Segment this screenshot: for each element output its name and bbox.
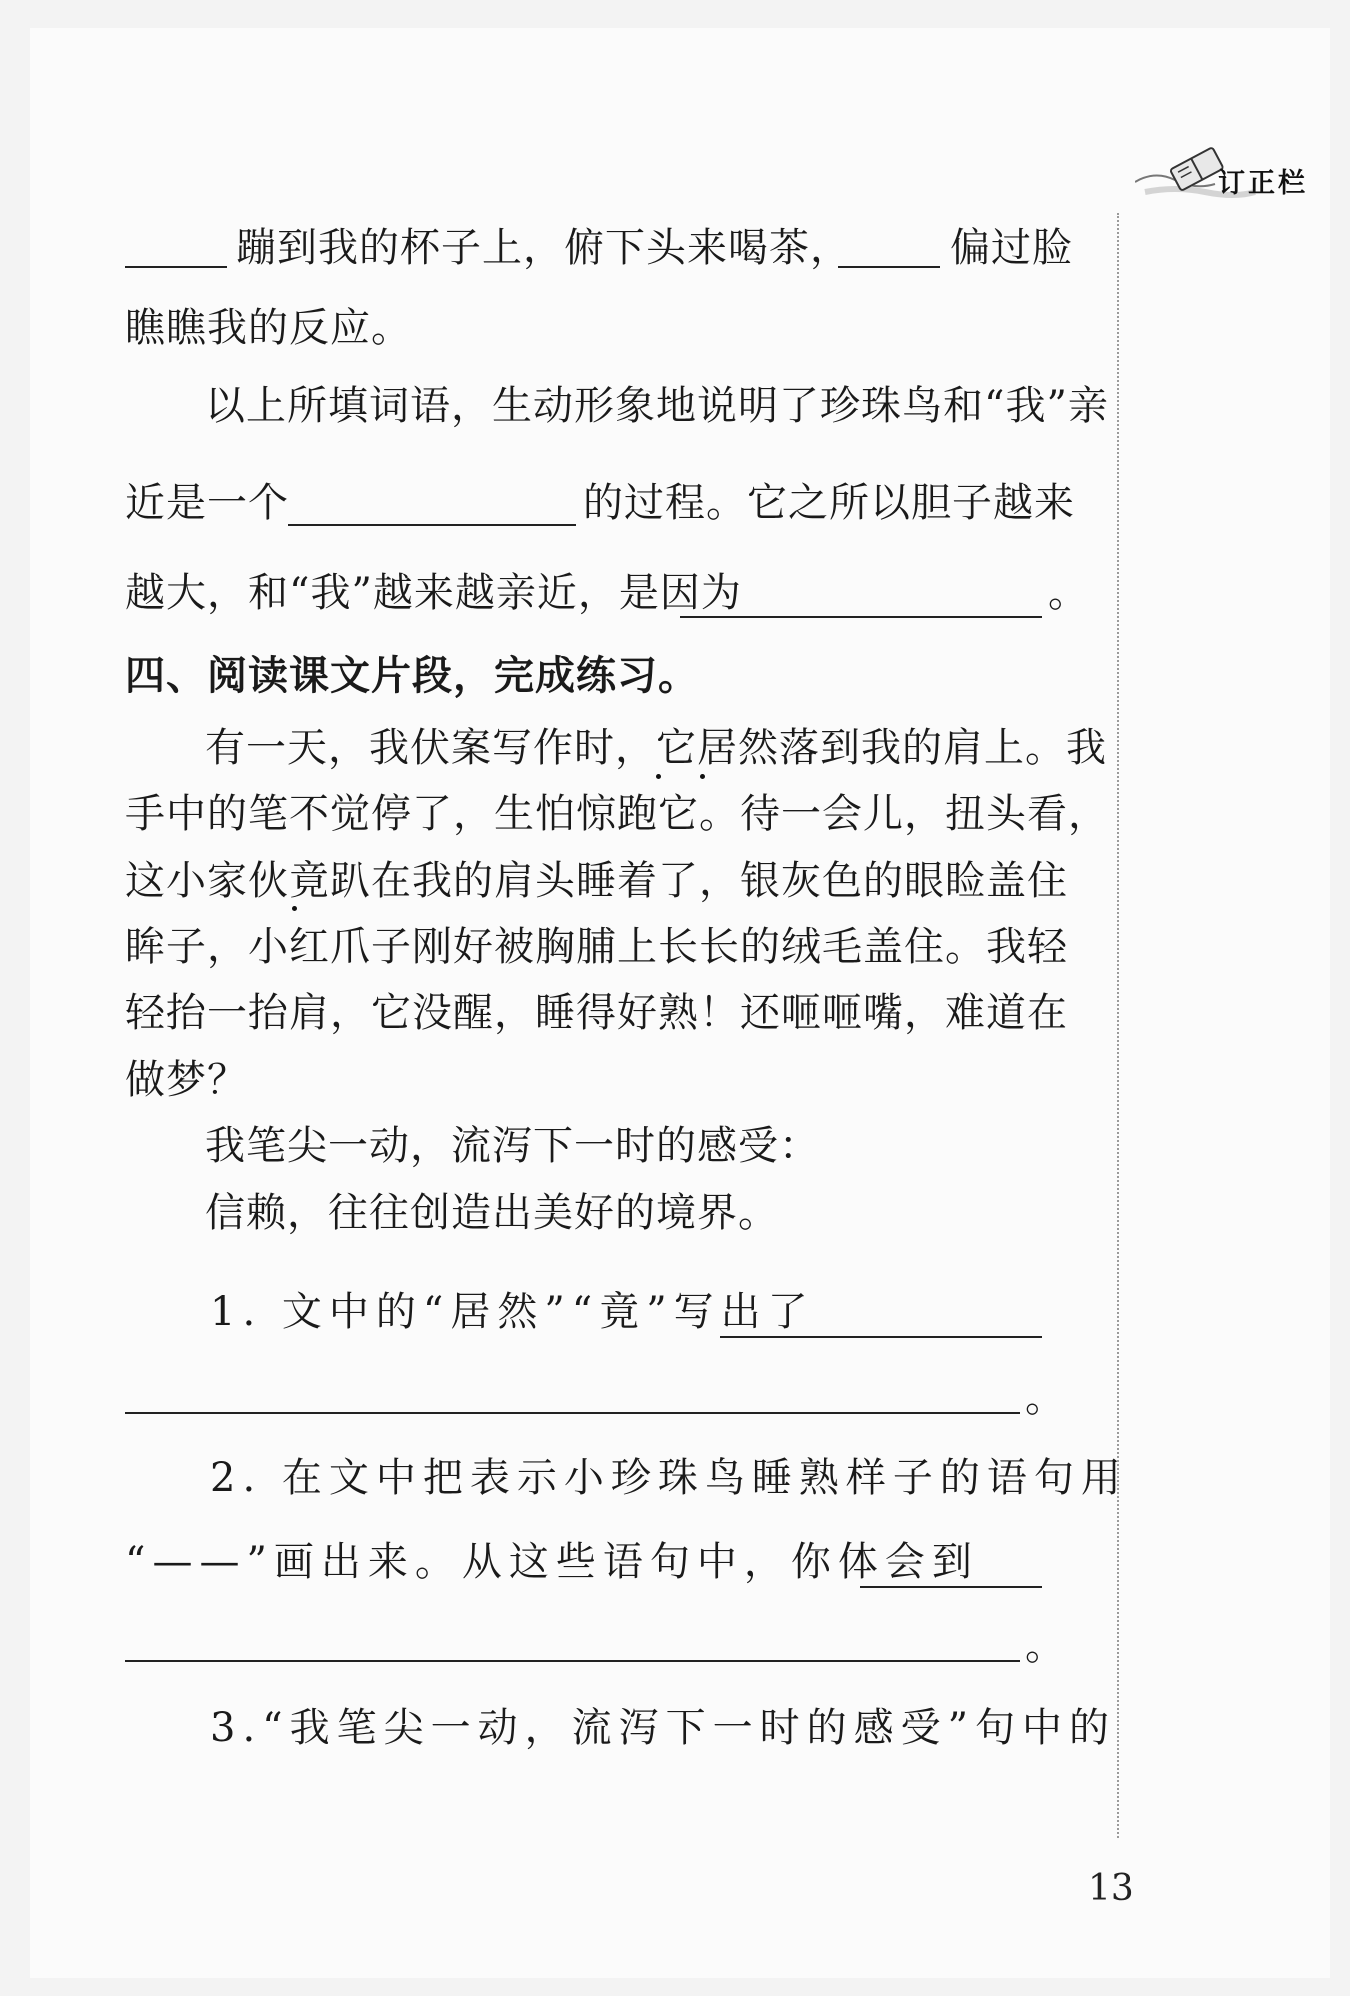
passage-line-8: 信赖，往往创造出美好的境界。 — [205, 1190, 779, 1236]
passage-line-1: 有一天，我伏案写作时，它居然落到我的肩上。我 — [205, 725, 1107, 771]
question-1-end: 。 — [1025, 1375, 1066, 1421]
fill-line-1: 蹦到我的杯子上，俯下头来喝茶， — [236, 225, 851, 271]
answer-blank-q1a[interactable] — [720, 1336, 1042, 1338]
question-3: 3.“我笔尖一动，流泻下一时的感受”句中的 — [210, 1705, 1117, 1751]
fill-line-2: 瞧瞧我的反应。 — [125, 305, 412, 351]
question-2-line-2: “——”画出来。从这些语句中，你体会到 — [125, 1539, 979, 1585]
answer-blank-3[interactable] — [288, 524, 576, 526]
emphasis-dot — [700, 774, 705, 779]
passage-line-2: 手中的笔不觉停了，生怕惊跑它。待一会儿，扭头看， — [125, 791, 1109, 837]
fill-line-1-end: 偏过脸 — [950, 225, 1073, 271]
page-number: 13 — [1088, 1868, 1134, 1909]
answer-blank-q2a[interactable] — [860, 1586, 1042, 1588]
question-2-line-1: 2. 在文中把表示小珍珠鸟睡熟样子的语句用 — [210, 1455, 1128, 1501]
fill-line-4-end: 的过程。它之所以胆子越来 — [583, 480, 1075, 526]
fill-line-4-start: 近是一个 — [125, 480, 289, 526]
margin-dotted-divider — [1117, 213, 1119, 1838]
fill-line-5-start: 越大，和“我”越来越亲近，是因为 — [125, 570, 742, 616]
answer-blank-4[interactable] — [680, 616, 1042, 618]
question-1: 1. 文中的“居然”“竟”写出了 — [210, 1289, 815, 1335]
emphasis-dot — [292, 906, 297, 911]
correction-column-label: 订正栏 — [1218, 168, 1308, 199]
fill-line-5-end: 。 — [1048, 570, 1089, 616]
answer-blank-1[interactable] — [125, 266, 227, 268]
passage-line-4: 眸子，小红爪子刚好被胸脯上长长的绒毛盖住。我轻 — [125, 924, 1068, 970]
passage-line-6: 做梦？ — [125, 1057, 248, 1103]
emphasis-dot — [656, 774, 661, 779]
answer-blank-q1b[interactable] — [125, 1412, 1020, 1414]
question-2-end: 。 — [1025, 1623, 1066, 1669]
workbook-page — [30, 28, 1330, 1978]
section-4-title: 四、阅读课文片段，完成练习。 — [125, 653, 699, 699]
fill-line-3: 以上所填词语，生动形象地说明了珍珠鸟和“我”亲 — [205, 383, 1109, 429]
answer-blank-q2b[interactable] — [125, 1660, 1020, 1662]
answer-blank-2[interactable] — [838, 266, 940, 268]
passage-line-7: 我笔尖一动，流泻下一时的感受： — [205, 1123, 820, 1169]
passage-line-5: 轻抬一抬肩，它没醒，睡得好熟！还咂咂嘴，难道在 — [125, 990, 1068, 1036]
passage-line-3: 这小家伙竟趴在我的肩头睡着了，银灰色的眼睑盖住 — [125, 858, 1068, 904]
